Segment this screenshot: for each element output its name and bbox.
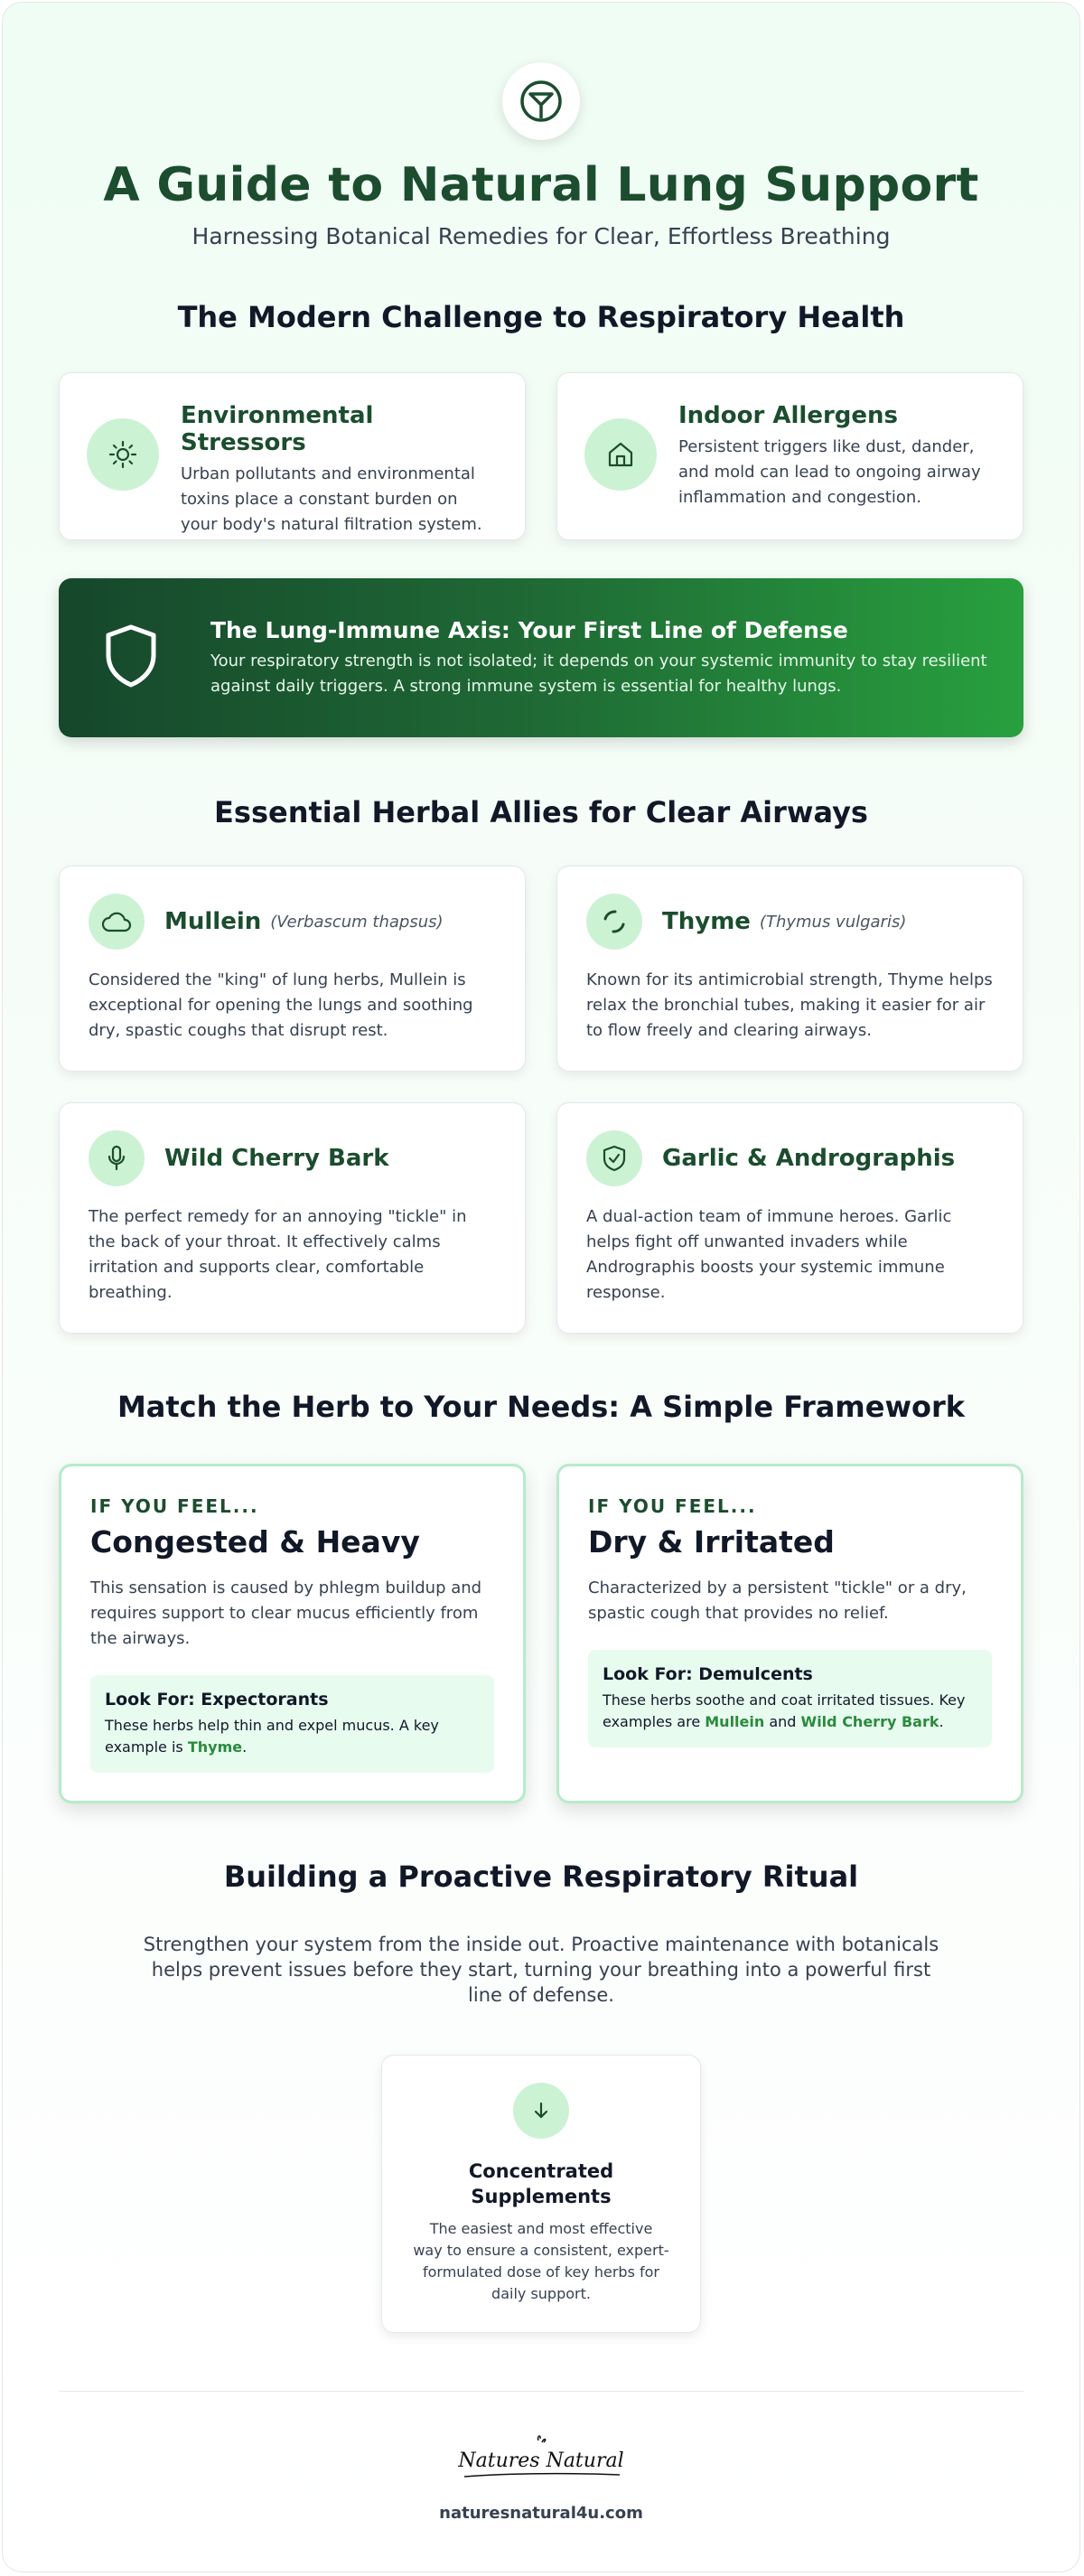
herb-text: A dual-action team of immune heroes. Garlic helps fight off unwanted invaders while Andrographis boosts your systemic immune response. bbox=[586, 1207, 952, 1302]
need-title: Dry & Irritated bbox=[588, 1524, 835, 1560]
herb-highlight: Wild Cherry Bark bbox=[800, 1713, 939, 1730]
banner-title: The Lung-Immune Axis: Your First Line of Defense bbox=[210, 616, 848, 643]
herb-card-wild-cherry-bark bbox=[59, 1102, 526, 1334]
plant-icon bbox=[502, 62, 580, 140]
card-title: Environmental Stressors bbox=[181, 402, 374, 456]
herb-name: Thyme bbox=[662, 908, 751, 935]
herb-name: Garlic & Andrographis bbox=[662, 1145, 956, 1172]
herb-latin-name: (Thymus vulgaris) bbox=[759, 912, 907, 932]
arrow-down-icon bbox=[513, 2083, 569, 2139]
need-card-dry bbox=[556, 1464, 1023, 1803]
herb-card-mullein bbox=[59, 866, 526, 1072]
look-for-text: These herbs help thin and expel mucus. A key example is Thyme. bbox=[105, 1717, 439, 1756]
look-for-box bbox=[90, 1675, 494, 1773]
look-for-title: Look For: Expectorants bbox=[105, 1690, 329, 1710]
need-kicker: IF YOU FEEL... bbox=[588, 1495, 757, 1517]
cloud-icon bbox=[89, 894, 145, 950]
need-text: Characterized by a persistent "tickle" or a dry, spastic cough that provides no relief. bbox=[588, 1578, 967, 1623]
framework-heading: Match the Herb to Your Needs: A Simple Framework bbox=[117, 1390, 966, 1424]
allergen-card bbox=[556, 372, 1023, 540]
home-icon bbox=[584, 418, 657, 491]
framework-cards bbox=[59, 1464, 1023, 1803]
challenge-cards bbox=[59, 372, 1023, 540]
herb-text: Known for its antimicrobial strength, Thyme helps relax the bronchial tubes, making it easier for air to flow freely and clearing airways. bbox=[586, 970, 993, 1040]
immune-banner bbox=[59, 578, 1023, 737]
herb-text: The perfect remedy for an annoying "tickle" in the back of your throat. It effectively calms irritation and supports clear, comfortable breathing. bbox=[89, 1207, 467, 1302]
ritual-heading: Building a Proactive Respiratory Ritual bbox=[223, 1859, 859, 1894]
herbs-heading: Essential Herbal Allies for Clear Airways bbox=[214, 795, 868, 829]
page-content bbox=[59, 62, 1023, 2523]
herb-latin-name: (Verbascum thapsus) bbox=[270, 912, 444, 932]
brand-logo bbox=[59, 2433, 1023, 2487]
herb-card-thyme bbox=[556, 866, 1023, 1072]
need-title: Congested & Heavy bbox=[90, 1524, 420, 1560]
ritual-text: Strengthen your system from the inside out. Proactive maintenance with botanicals helps prevent issues before they start, turning your breathing into a powerful first line of defense. bbox=[143, 1934, 939, 2006]
page-title: A Guide to Natural Lung Support bbox=[103, 158, 979, 212]
banner-text: Your respiratory strength is not isolated; it depends on your systemic immunity to stay resilient against daily triggers. A strong immune system is essential for healthy lungs. bbox=[210, 651, 987, 696]
brand-url: naturesnatural4u.com bbox=[439, 2504, 643, 2523]
herbs-row-1 bbox=[59, 866, 1023, 1072]
herbs-row-2 bbox=[59, 1102, 1023, 1334]
stressor-card bbox=[59, 372, 526, 540]
microphone-icon bbox=[89, 1130, 145, 1186]
shield-check-icon bbox=[586, 1130, 642, 1186]
herb-text: Considered the "king" of lung herbs, Mullein is exceptional for opening the lungs and soothing dry, spastic coughs that disrupt rest. bbox=[89, 970, 473, 1040]
need-text: This sensation is caused by phlegm buildup and requires support to clear mucus efficiently from the airways. bbox=[90, 1578, 482, 1648]
herb-name: Wild Cherry Bark bbox=[164, 1145, 389, 1172]
herb-name: Mullein bbox=[164, 908, 262, 935]
card-title: Indoor Allergens bbox=[678, 402, 899, 429]
need-kicker: IF YOU FEEL... bbox=[90, 1495, 259, 1517]
herb-highlight: Mullein bbox=[705, 1713, 765, 1730]
brand-name: Natures Natural bbox=[458, 2450, 624, 2472]
challenge-heading: The Modern Challenge to Respiratory Health bbox=[177, 300, 905, 334]
supplements-card bbox=[381, 2055, 701, 2333]
look-for-text: These herbs soothe and coat irritated tissues. Key examples are Mullein and Wild Cherry Bark. bbox=[603, 1691, 966, 1730]
page-subtitle: Harnessing Botanical Remedies for Clear, Effortless Breathing bbox=[192, 223, 891, 249]
refresh-icon bbox=[586, 894, 642, 950]
sun-icon bbox=[87, 418, 159, 491]
supplements-title: Concentrated Supplements bbox=[468, 2160, 614, 2207]
supplements-text: The easiest and most effective way to ensure a consistent, expert-formulated dose of key herbs for daily support. bbox=[413, 2220, 669, 2302]
shield-icon bbox=[102, 623, 210, 693]
need-card-congested bbox=[59, 1464, 526, 1803]
infographic-page bbox=[2, 2, 1080, 2572]
look-for-title: Look For: Demulcents bbox=[603, 1664, 813, 1684]
card-text: Persistent triggers like dust, dander, and mold can lead to ongoing airway inflammation and congestion. bbox=[678, 437, 981, 507]
herb-highlight: Thyme bbox=[187, 1738, 243, 1756]
footer-divider bbox=[59, 2391, 1023, 2392]
look-for-box bbox=[588, 1650, 992, 1747]
herb-card-garlic-andrographis bbox=[556, 1102, 1023, 1334]
card-text: Urban pollutants and environmental toxins place a constant burden on your body's natural filtration system. bbox=[181, 464, 482, 534]
